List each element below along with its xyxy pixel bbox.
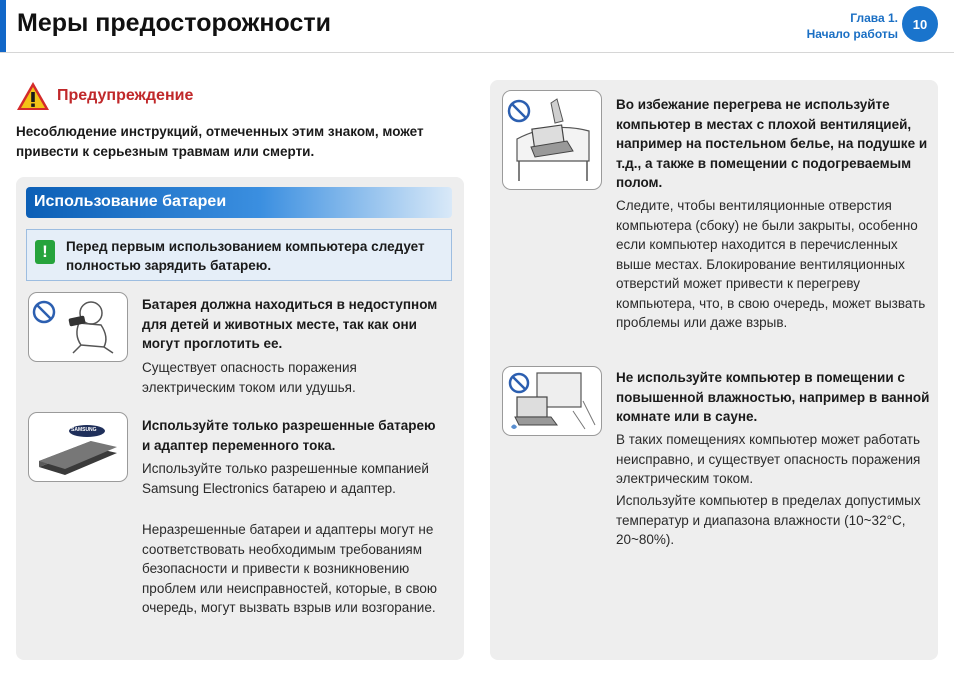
page-title: Меры предосторожности: [17, 9, 331, 37]
item-battery-title: Используйте только разрешенные батарею и адаптер переменного тока.: [142, 418, 436, 453]
warning-title: Предупреждение: [57, 87, 194, 104]
laptop-bathroom-icon: [503, 367, 601, 435]
item-humidity-title: Не используйте компьютер в помещении с повышенной влажностью, например в ванной комнате или в сауне.: [616, 370, 930, 424]
header-accent-bar: [0, 0, 6, 52]
chapter-number: Глава 1.: [850, 11, 898, 25]
chapter-label: [807, 10, 898, 42]
item-ventilation-text: Следите, чтобы вентиляционные отверстия компьютера (сбоку) не были закрыты, особенно если компьютер находится в перечисленных выше местах. Блокирование вентиляционных отверстий может привести к перегреву компьютера, что, в свою очередь, может вызвать проблемы или даже взрыв.: [616, 198, 926, 330]
note-text: Перед первым использованием компьютера следует полностью зарядить батарею.: [66, 239, 425, 273]
item-humidity-text-1: В таких помещениях компьютер может работать неисправно, и существует опасность поражения электрическим током.: [616, 432, 921, 486]
battery-brand-label: SAMSUNG: [71, 427, 97, 433]
item-battery-text-2: Неразрешенные батареи и адаптеры могут не соответствовать необходимым требованиям безопасности и привести к возникновению проблем или неисправностей, которые, в свою очередь, могут вызвать взрыв или возгорание.: [142, 522, 437, 615]
item-humidity-text-2: Используйте компьютер в пределах допустимых температур и диапазона влажности (10~32°C, 20~80%).: [616, 493, 921, 547]
baby-icon: [29, 293, 127, 361]
battery-icon: [29, 413, 127, 481]
note-box: [26, 229, 452, 281]
section-header-battery: [26, 187, 452, 218]
humidity-illustration: [502, 366, 602, 436]
header-divider: [0, 52, 954, 53]
page-number-badge: 10: [902, 6, 938, 42]
laptop-on-bed-icon: [503, 91, 601, 189]
chapter-title: Начало работы: [806, 27, 898, 41]
item-child-text: Существует опасность поражения электрическим током или удушья.: [142, 360, 357, 395]
item-child-title: Батарея должна находиться в недоступном для детей и животных месте, так как они могут проглотить ее.: [142, 297, 438, 351]
item-battery-text-1: Используйте только разрешенные компанией Samsung Electronics батарею и адаптер.: [142, 461, 429, 496]
exclamation-icon: !: [35, 240, 55, 264]
warning-triangle-icon: [15, 80, 51, 112]
warning-text: Несоблюдение инструкций, отмеченных этим знаком, может привести к серьезным травмам или смерти.: [16, 124, 424, 159]
item-ventilation-title: Во избежание перегрева не используйте компьютер в местах с плохой вентиляцией, например на постельном белье, на подушке и т.д., а также в помещении с подогреваемым полом.: [616, 97, 928, 190]
battery-illustration: [28, 412, 128, 482]
child-battery-illustration: [28, 292, 128, 362]
section-title: Использование батареи: [34, 193, 227, 210]
bed-laptop-illustration: [502, 90, 602, 190]
